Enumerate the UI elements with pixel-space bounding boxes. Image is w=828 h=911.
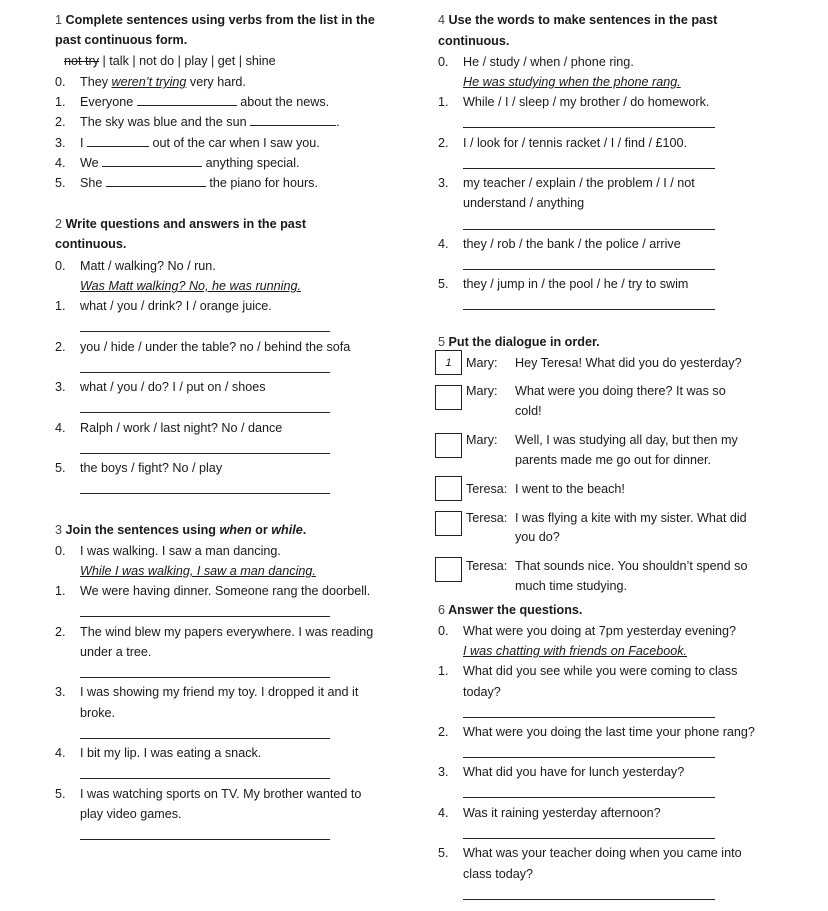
s4-item-2: 2. I / look for / tennis racket / I / find / £100. <box>438 136 688 150</box>
answer-line[interactable] <box>463 229 715 230</box>
answer-line[interactable] <box>80 331 330 332</box>
s3-item-2-line2: under a tree. <box>80 645 152 659</box>
s6-item-5-line2: class today? <box>463 867 534 881</box>
s3-item-2: 2. The wind blew my papers everywhere. I was reading <box>55 625 374 639</box>
s2-item-2: 2. you / hide / under the table? no / behind the sofa <box>55 340 351 354</box>
answer-blank[interactable] <box>137 93 237 106</box>
dialogue-line-2: you do? <box>515 530 560 544</box>
s6-item-1-line2: today? <box>463 685 501 699</box>
answer-line[interactable] <box>80 453 330 454</box>
order-box[interactable]: 1 <box>435 350 462 375</box>
s1-item-2: 2. The sky was blue and the sun . <box>55 115 340 129</box>
dialogue-line: What were you doing there? It was so <box>515 384 726 398</box>
answer-line[interactable] <box>80 677 330 678</box>
s2-item-5: 5. the boys / fight? No / play <box>55 461 223 475</box>
dialogue-line: I was flying a kite with my sister. What did <box>515 511 747 525</box>
answer-line[interactable] <box>463 757 715 758</box>
answer-line[interactable] <box>463 797 715 798</box>
answer-line[interactable] <box>80 493 330 494</box>
answer-line[interactable] <box>463 269 715 270</box>
s3-item-4: 4. I bit my lip. I was eating a snack. <box>55 746 262 760</box>
s6-item-3: 3. What did you have for lunch yesterday? <box>438 765 685 779</box>
section-5-title: 5 Put the dialogue in order. <box>438 335 600 349</box>
speaker-label: Mary: <box>466 433 498 447</box>
dialogue-line: Well, I was studying all day, but then my <box>515 433 738 447</box>
answer-line[interactable] <box>463 899 715 900</box>
section-1-title: 1 Complete sentences using verbs from the list in the <box>55 13 375 27</box>
section-2-title: 2 Write questions and answers in the past <box>55 217 307 231</box>
s6-item-4: 4. Was it raining yesterday afternoon? <box>438 806 661 820</box>
answer-blank[interactable] <box>250 113 336 126</box>
section-4-title: 4 Use the words to make sentences in the past <box>438 13 718 27</box>
answer-blank[interactable] <box>102 154 202 167</box>
s4-item-1: 1. While / I / sleep / my brother / do homework. <box>438 95 710 109</box>
example-answer: While I was walking, I saw a man dancing. <box>80 564 316 578</box>
answer-line[interactable] <box>463 717 715 718</box>
answer-line[interactable] <box>80 778 330 779</box>
answer-line[interactable] <box>463 309 715 310</box>
s6-item-1: 1. What did you see while you were coming to class <box>438 664 738 678</box>
speaker-label: Mary: <box>466 356 498 370</box>
speaker-label: Mary: <box>466 384 498 398</box>
s4-item-5: 5. they / jump in / the pool / he / try to swim <box>438 277 689 291</box>
answer-line[interactable] <box>463 838 715 839</box>
dialogue-line: I went to the beach! <box>515 482 625 496</box>
speaker-label: Teresa: <box>466 559 508 573</box>
s2-item-0: 0. Matt / walking? No / run. <box>55 259 216 273</box>
s1-item-4: 4. We anything special. <box>55 156 300 170</box>
s4-item-0: 0. He / study / when / phone ring. <box>438 55 634 69</box>
s4-item-3: 3. my teacher / explain / the problem / I / not <box>438 176 695 190</box>
s4-item-3-line2: understand / anything <box>463 196 585 210</box>
dialogue-line: Hey Teresa! What did you do yesterday? <box>515 356 742 370</box>
s2-item-4: 4. Ralph / work / last night? No / dance <box>55 421 283 435</box>
answer-line[interactable] <box>463 168 715 169</box>
example-answer: weren’t trying <box>111 75 187 89</box>
word-list: not try | talk | not do | play | get | shine <box>64 54 276 68</box>
s6-item-5: 5. What was your teacher doing when you came into <box>438 846 742 860</box>
dialogue-line: That sounds nice. You shouldn’t spend so <box>515 559 748 573</box>
s1-item-5: 5. She the piano for hours. <box>55 176 318 190</box>
section-6-title: 6 Answer the questions. <box>438 603 583 617</box>
answer-line[interactable] <box>80 412 330 413</box>
dialogue-line-2: much time studying. <box>515 579 627 593</box>
speaker-label: Teresa: <box>466 482 508 496</box>
speaker-label: Teresa: <box>466 511 508 525</box>
s3-item-3: 3. I was showing my friend my toy. I dropped it and it <box>55 685 359 699</box>
dialogue-line-2: cold! <box>515 404 542 418</box>
s1-item-1: 1. Everyone about the news. <box>55 95 330 109</box>
answer-line[interactable] <box>80 738 330 739</box>
example-answer: I was chatting with friends on Facebook. <box>463 644 688 658</box>
answer-line[interactable] <box>463 127 715 128</box>
s1-item-0: 0. They weren’t trying very hard. <box>55 75 246 89</box>
section-2-title-line2: continuous. <box>55 237 127 251</box>
answer-blank[interactable] <box>87 134 149 147</box>
order-box[interactable] <box>435 511 462 536</box>
s3-item-3-line2: broke. <box>80 706 116 720</box>
s1-item-3: 3. I out of the car when I saw you. <box>55 136 320 150</box>
section-1-title-line2: past continuous form. <box>55 33 188 47</box>
s3-item-1: 1. We were having dinner. Someone rang the doorbell. <box>55 584 371 598</box>
answer-blank[interactable] <box>106 174 206 187</box>
section-4-title-line2: continuous. <box>438 34 510 48</box>
answer-line[interactable] <box>80 839 330 840</box>
s3-item-0: 0. I was walking. I saw a man dancing. <box>55 544 281 558</box>
example-answer: He was studying when the phone rang. <box>463 75 681 89</box>
order-box[interactable] <box>435 385 462 410</box>
order-box[interactable] <box>435 476 462 501</box>
order-box[interactable] <box>435 433 462 458</box>
order-box[interactable] <box>435 557 462 582</box>
s6-item-2: 2. What were you doing the last time your phone rang? <box>438 725 755 739</box>
example-answer: Was Matt walking? No, he was running. <box>80 279 301 293</box>
answer-line[interactable] <box>80 372 330 373</box>
s2-item-3: 3. what / you / do? I / put on / shoes <box>55 380 266 394</box>
s6-item-0: 0. What were you doing at 7pm yesterday evening? <box>438 624 737 638</box>
s4-item-4: 4. they / rob / the bank / the police / arrive <box>438 237 681 251</box>
s3-item-5-line2: play video games. <box>80 807 182 821</box>
s3-item-5: 5. I was watching sports on TV. My brother wanted to <box>55 787 362 801</box>
dialogue-line-2: parents made me go out for dinner. <box>515 453 712 467</box>
answer-line[interactable] <box>80 616 330 617</box>
s2-item-1: 1. what / you / drink? I / orange juice. <box>55 299 272 313</box>
section-3-title: 3 Join the sentences using when or while. <box>55 523 307 537</box>
